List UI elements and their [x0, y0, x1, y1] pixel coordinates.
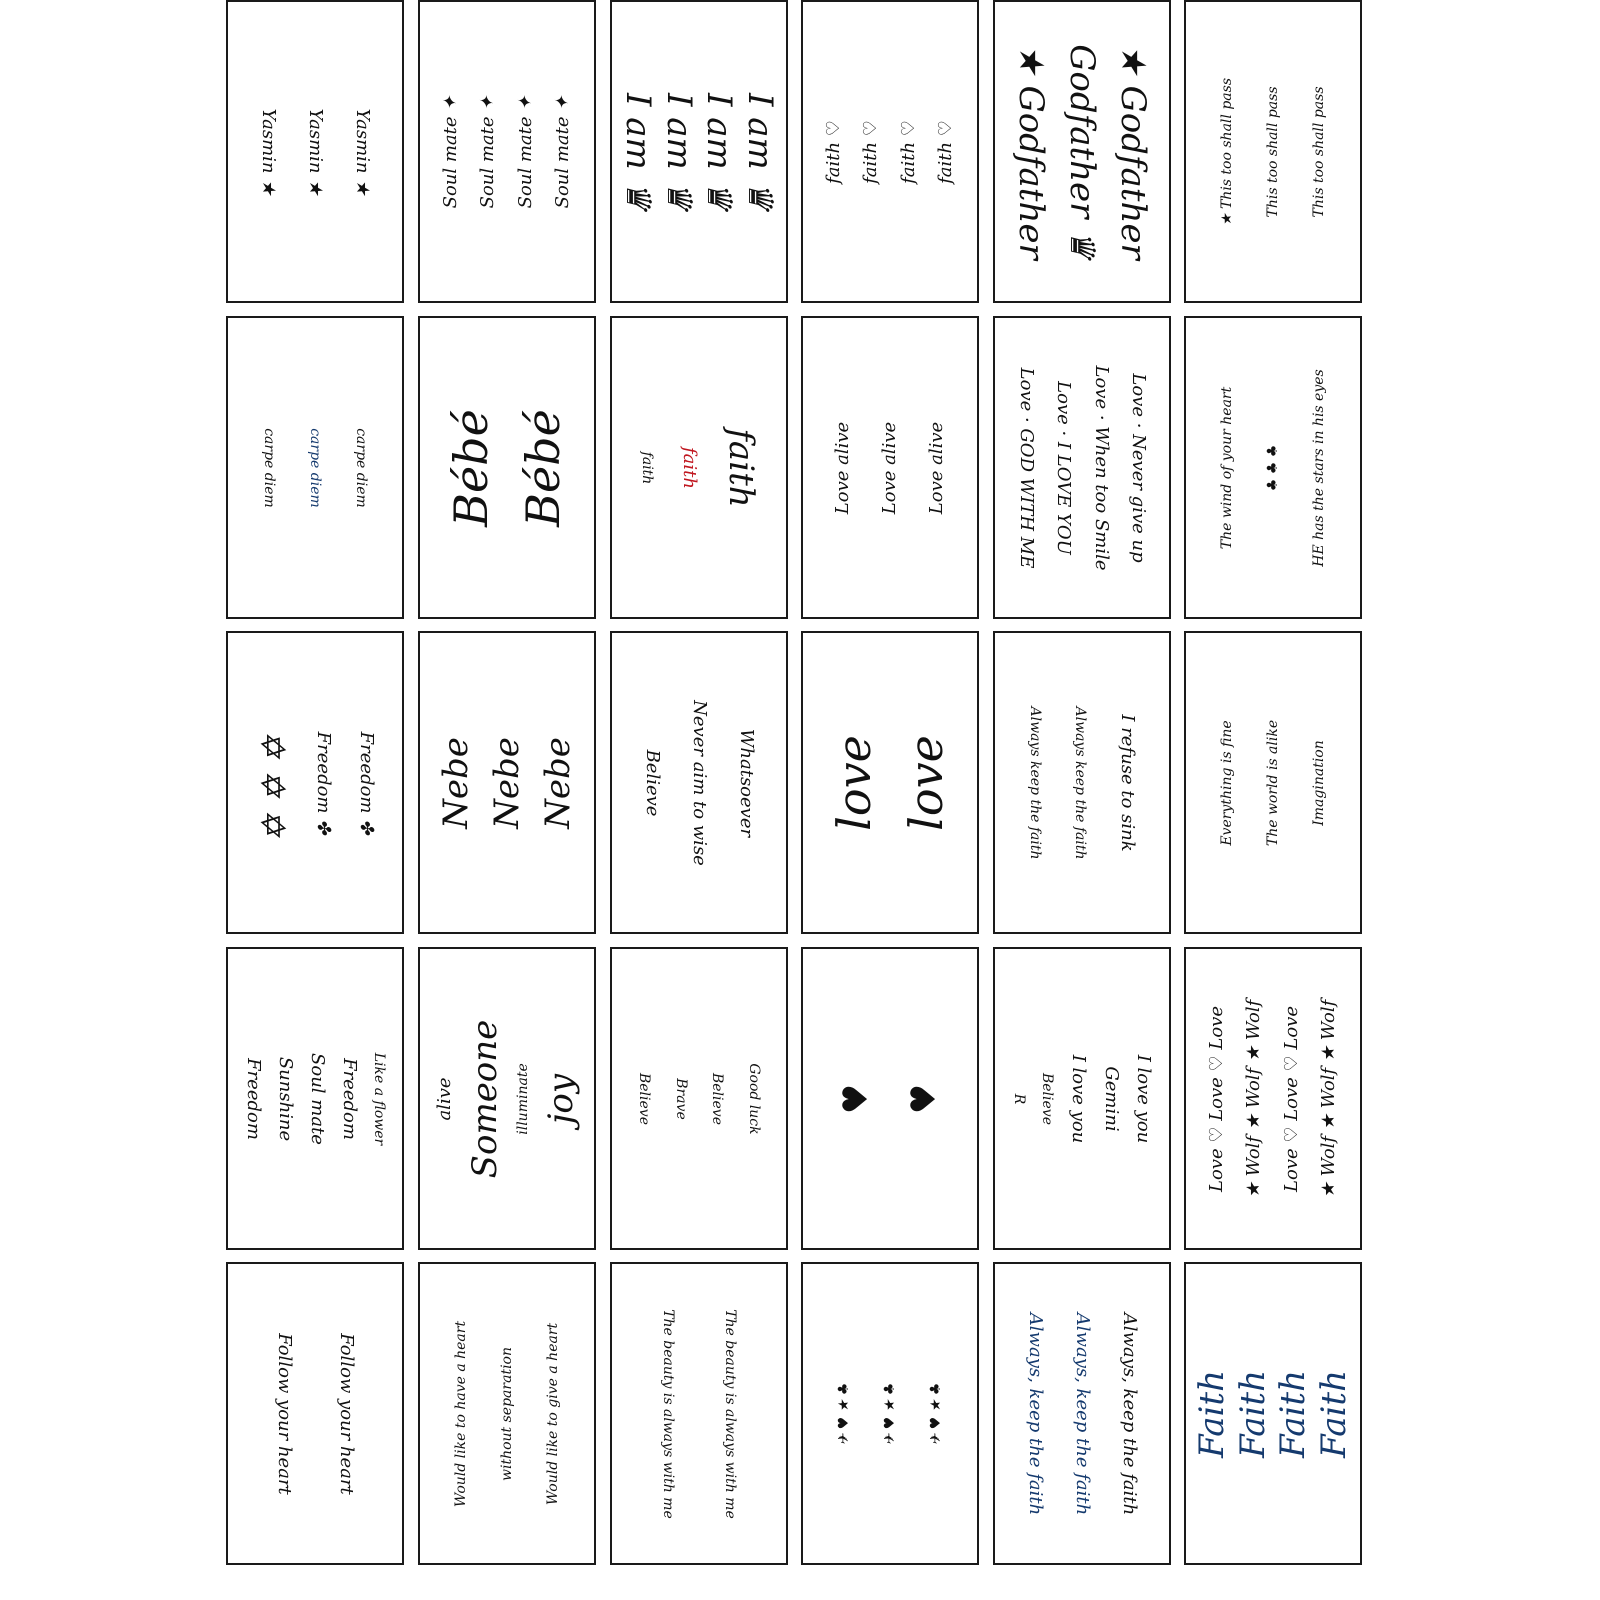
tattoo-card — [801, 316, 979, 619]
tattoo-text: The beauty is always with me — [721, 1308, 738, 1519]
tattoo-text: Believe — [709, 1072, 726, 1125]
tattoo-text: ★ Godfather — [1113, 43, 1153, 260]
tattoo-text: Bébé — [444, 408, 498, 527]
tattoo-design — [230, 323, 400, 613]
tattoo-card — [993, 0, 1171, 303]
tattoo-design — [230, 954, 400, 1244]
tattoo-card — [801, 947, 979, 1250]
tattoo-text: Freedom ✤ — [356, 731, 377, 834]
tattoo-text: This too shall pass — [1311, 85, 1327, 218]
tattoo-text: Always, keep the faith — [1119, 1312, 1140, 1515]
tattoo-card — [1184, 947, 1362, 1250]
tattoo-design — [1188, 7, 1358, 297]
tattoo-card — [610, 316, 788, 619]
tattoo-text: faith ♡ — [897, 119, 919, 184]
tattoo-text: This too shall pass — [1265, 85, 1281, 218]
tattoo-design — [805, 323, 975, 613]
tattoo-card — [610, 947, 788, 1250]
tattoo-text: Freedom — [339, 1057, 360, 1140]
tattoo-text: Yasmin ★ — [305, 108, 326, 195]
tattoo-text: Love ♡ Love ♡ Love — [1205, 1005, 1227, 1192]
tattoo-design — [614, 323, 784, 613]
tattoo-text: Love ♡ Love ♡ Love — [1280, 1005, 1302, 1192]
tattoo-design — [1188, 954, 1358, 1244]
tattoo-text: faith — [679, 446, 700, 489]
tattoo-text: Soul mate ✦ — [439, 95, 461, 208]
tattoo-card — [1184, 0, 1362, 303]
tattoo-text: Bébé — [516, 408, 570, 527]
tattoo-text: ♥ — [904, 1083, 944, 1114]
tattoo-text: Brave — [672, 1077, 689, 1120]
tattoo-text: I refuse to sink — [1117, 713, 1138, 852]
tattoo-text: Yasmin ★ — [352, 108, 373, 195]
tattoo-text: ✈ ♥ ★ ♣ — [882, 1382, 898, 1445]
tattoo-text: Believe — [1039, 1072, 1056, 1125]
tattoo-text: carpe diem — [307, 427, 323, 508]
tattoo-text: faith ♡ — [860, 119, 882, 184]
tattoo-text: ♥ — [836, 1083, 876, 1114]
tattoo-text: I am ♛ — [740, 92, 781, 211]
tattoo-text: love — [899, 734, 953, 831]
tattoo-card — [418, 316, 596, 619]
tattoo-text: Would like to have a heart — [453, 1320, 469, 1507]
tattoo-text: alive — [434, 1076, 455, 1121]
tattoo-card — [1184, 631, 1362, 934]
tattoo-design — [614, 1269, 784, 1559]
tattoo-text: Freedom ✤ — [313, 731, 334, 834]
tattoo-design — [997, 638, 1167, 928]
tattoo-design — [805, 638, 975, 928]
tattoo-text: carpe diem — [353, 427, 369, 508]
tattoo-design — [230, 1269, 400, 1559]
tattoo-text: I love you — [1068, 1054, 1090, 1143]
tattoo-text: faith ♡ — [822, 119, 844, 184]
tattoo-text: ★ This too shall pass — [1219, 77, 1235, 226]
tattoo-text: Love · GOD WITH ME — [1015, 367, 1037, 568]
tattoo-card — [610, 1262, 788, 1565]
tattoo-text: The wind of your heart — [1219, 386, 1235, 549]
tattoo-design — [1188, 638, 1358, 928]
tattoo-text: Always, keep the faith — [1072, 1312, 1093, 1515]
tattoo-design — [614, 7, 784, 297]
tattoo-card — [993, 947, 1171, 1250]
tattoo-card — [226, 631, 404, 934]
tattoo-text: Love · I LOVE YOU — [1053, 380, 1075, 555]
tattoo-design — [614, 954, 784, 1244]
tattoo-text: The beauty is always with me — [660, 1308, 677, 1519]
tattoo-text: faith ♡ — [935, 119, 957, 184]
tattoo-text: Faith — [1273, 1369, 1314, 1458]
tattoo-text: Always keep the faith — [1027, 706, 1043, 859]
tattoo-text: Nebe — [436, 736, 476, 829]
tattoo-text: without separation — [499, 1346, 515, 1481]
tattoo-card — [610, 0, 788, 303]
tattoo-design — [422, 954, 592, 1244]
tattoo-card — [226, 1262, 404, 1565]
tattoo-text: Sunshine — [275, 1056, 296, 1141]
tattoo-design — [997, 1269, 1167, 1559]
tattoo-card — [418, 1262, 596, 1565]
tattoo-text: Soul mate ✦ — [477, 95, 499, 208]
tattoo-card — [993, 631, 1171, 934]
tattoo-text: Yasmin ★ — [258, 108, 279, 195]
tattoo-design — [805, 954, 975, 1244]
tattoo-card — [226, 947, 404, 1250]
tattoo-text: Always keep the faith — [1072, 706, 1088, 859]
tattoo-text: Love alive — [879, 421, 900, 514]
tattoo-text: Love alive — [926, 421, 947, 514]
tattoo-text: Love · When too Smile — [1090, 364, 1112, 571]
tattoo-text: I am ♛ — [699, 92, 740, 211]
tattoo-card — [1184, 1262, 1362, 1565]
tattoo-text: ★ Godfather — [1011, 43, 1051, 260]
tattoo-text: carpe diem — [261, 427, 277, 508]
tattoo-text: HE has the stars in his eyes — [1311, 368, 1327, 567]
tattoo-design — [422, 323, 592, 613]
tattoo-text: Follow your heart — [336, 1332, 358, 1495]
tattoo-card — [801, 0, 979, 303]
tattoo-design — [230, 7, 400, 297]
tattoo-card — [418, 0, 596, 303]
tattoo-text: Faith — [1232, 1369, 1273, 1458]
tattoo-text: Love · Never give up — [1128, 372, 1150, 563]
tattoo-text: Godfather ♛ — [1062, 43, 1102, 260]
tattoo-design — [422, 7, 592, 297]
tattoo-design — [614, 638, 784, 928]
tattoo-design — [805, 7, 975, 297]
tattoo-text: Someone — [465, 1019, 505, 1178]
tattoo-text: Good luck — [746, 1062, 763, 1135]
tattoo-design — [422, 638, 592, 928]
tattoo-text: Everything is fine — [1219, 719, 1235, 846]
tattoo-design — [1188, 1269, 1358, 1559]
tattoo-card — [418, 947, 596, 1250]
tattoo-design — [422, 1269, 592, 1559]
tattoo-text: ✈ ♥ ★ ♣ — [836, 1382, 852, 1445]
tattoo-card — [993, 1262, 1171, 1565]
tattoo-card — [801, 1262, 979, 1565]
tattoo-card — [1184, 316, 1362, 619]
tattoo-design — [230, 638, 400, 928]
tattoo-text: Whatsoever — [736, 728, 757, 837]
tattoo-design — [997, 323, 1167, 613]
tattoo-text: Always, keep the faith — [1025, 1312, 1046, 1515]
tattoo-card — [226, 0, 404, 303]
tattoo-text: R — [1010, 1093, 1027, 1104]
tattoo-text: Faith — [1191, 1369, 1232, 1458]
tattoo-text: I am ♛ — [617, 92, 658, 211]
tattoo-card — [418, 631, 596, 934]
tattoo-text: Faith — [1314, 1369, 1355, 1458]
tattoo-text: Love alive — [832, 421, 853, 514]
tattoo-text: I am ♛ — [658, 92, 699, 211]
tattoo-text: Soul mate ✦ — [552, 95, 574, 208]
tattoo-text: Soul mate ✦ — [514, 95, 536, 208]
tattoo-card — [801, 631, 979, 934]
tattoo-text: Gemini — [1100, 1065, 1122, 1132]
tattoo-card — [610, 631, 788, 934]
tattoo-design — [805, 1269, 975, 1559]
tattoo-text: faith — [721, 427, 761, 508]
tattoo-text: ★ Wolf ★ Wolf ★ Wolf — [1243, 999, 1265, 1198]
tattoo-card — [226, 316, 404, 619]
tattoo-text: Like a flower — [371, 1052, 387, 1145]
tattoo-text: Imagination — [1311, 739, 1327, 826]
tattoo-design — [997, 954, 1167, 1244]
tattoo-text: I love you — [1133, 1054, 1155, 1143]
tattoo-text: ★ Wolf ★ Wolf ★ Wolf — [1318, 999, 1340, 1198]
tattoo-text: illuminate — [515, 1062, 531, 1135]
tattoo-text: Nebe — [487, 736, 527, 829]
tattoo-design — [997, 7, 1167, 297]
tattoo-text: The world is alike — [1265, 719, 1281, 846]
tattoo-text: Believe — [642, 749, 663, 816]
tattoo-text: faith — [639, 451, 655, 484]
tattoo-text: Freedom — [243, 1057, 264, 1140]
tattoo-text: ✈ ♥ ★ ♣ — [928, 1382, 944, 1445]
tattoo-text: joy — [541, 1073, 581, 1124]
tattoo-text: ♣ ♣ ♣ — [1265, 444, 1281, 491]
tattoo-text: ✡ ✡ ✡ — [252, 728, 292, 837]
tattoo-text: Follow your heart — [273, 1332, 295, 1495]
tattoo-text: Soul mate — [307, 1052, 328, 1145]
tattoo-text: Never aim to wise — [689, 699, 710, 866]
tattoo-design — [1188, 323, 1358, 613]
tattoo-card — [993, 316, 1171, 619]
tattoo-text: Believe — [635, 1072, 652, 1125]
tattoo-text: Nebe — [538, 736, 578, 829]
tattoo-text: Would like to give a heart — [545, 1322, 561, 1505]
tattoo-text: love — [827, 734, 881, 831]
